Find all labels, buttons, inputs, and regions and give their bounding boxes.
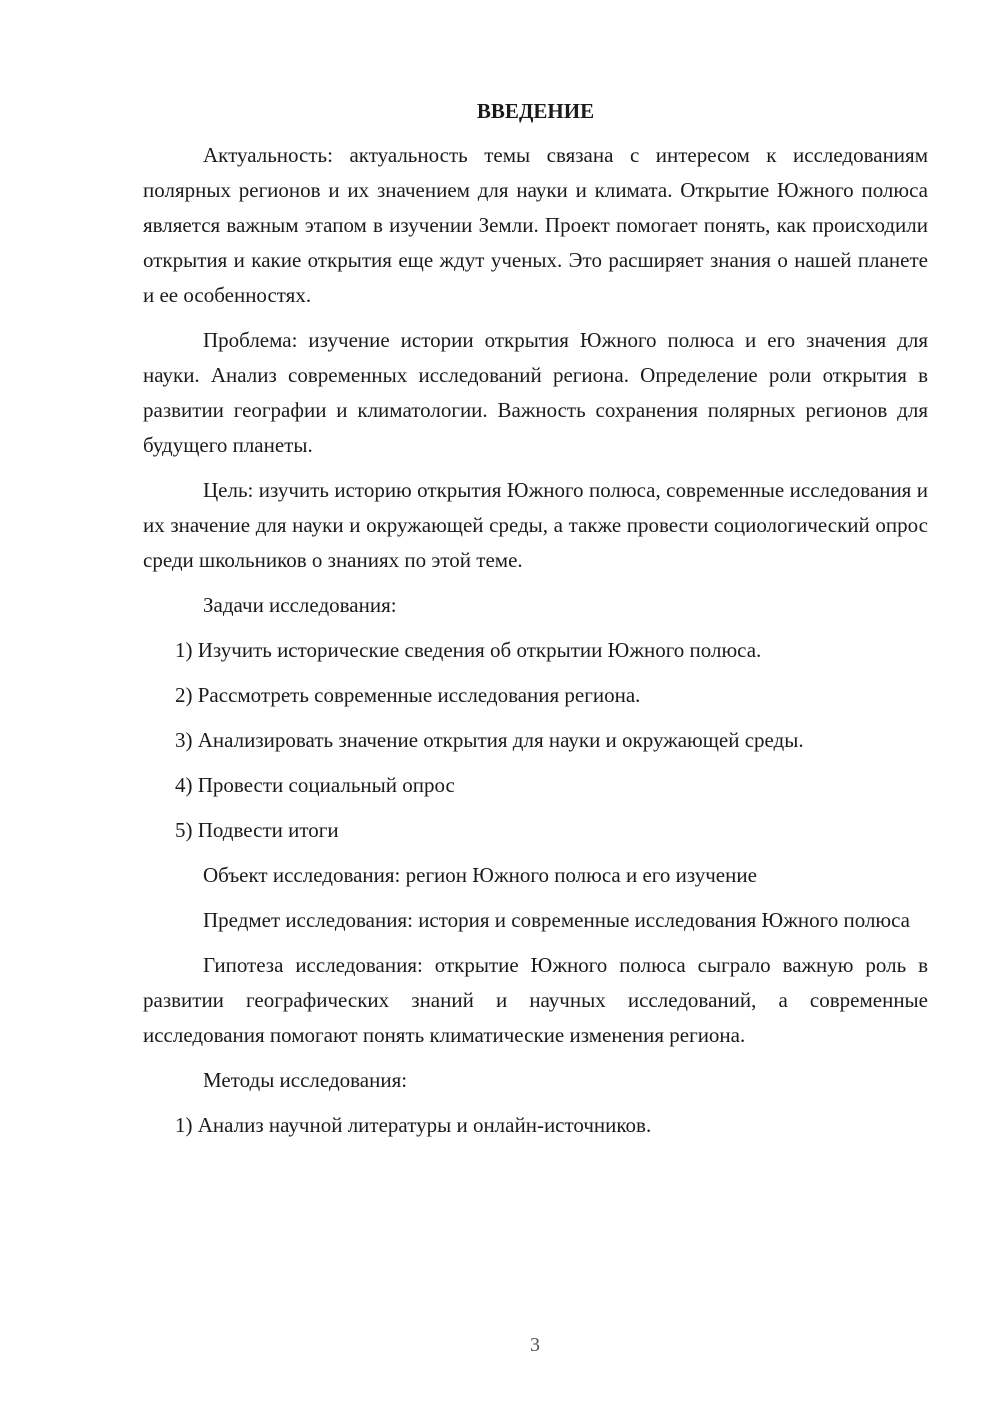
page-number: 3 [530,1334,540,1356]
methods-heading: Методы исследования: [203,1068,408,1092]
task-item: 5) Подвести итоги [175,818,339,842]
paragraph-actuality: Актуальность: актуальность темы связана с интересом к исследованиям полярных регионов и их значением для науки и климата. Открытие Южного полюса является важным этапом в изучении Земли. Проект помогает понять, как происходили открытия и какие открытия еще ждут ученых. Это расширяет знания о нашей планете и ее особенностях. [143,143,928,307]
paragraph-object: Объект исследования: регион Южного полюса и его изучение [203,863,757,887]
paragraph-subject: Предмет исследования: история и современные исследования Южного полюса [203,908,911,932]
paragraph-problem: Проблема: изучение истории открытия Южного полюса и его значения для науки. Анализ современных исследований региона. Определение роли открытия в развитии географии и климатологии. Важность сохранения полярных регионов для будущего планеты. [143,328,928,457]
tasks-heading: Задачи исследования: [203,593,397,617]
method-item: 1) Анализ научной литературы и онлайн-источников. [175,1113,652,1137]
page-title: ВВЕДЕНИЕ [476,99,595,123]
task-item: 4) Провести социальный опрос [175,773,455,797]
task-item: 2) Рассмотреть современные исследования региона. [175,683,641,707]
paragraph-hypothesis: Гипотеза исследования: открытие Южного полюса сыграло важную роль в развитии географических знаний и научных исследований, а современные исследования помогают понять климатические изменения региона. [143,953,928,1047]
paragraph-goal: Цель: изучить историю открытия Южного полюса, современные исследования и их значение для науки и окружающей среды, а также провести социологический опрос среди школьников о знаниях по этой теме. [143,478,928,572]
task-item: 3) Анализировать значение открытия для науки и окружающей среды. [175,728,804,752]
page-content [143,96,928,1153]
task-item: 1) Изучить исторические сведения об открытии Южного полюса. [175,638,762,662]
